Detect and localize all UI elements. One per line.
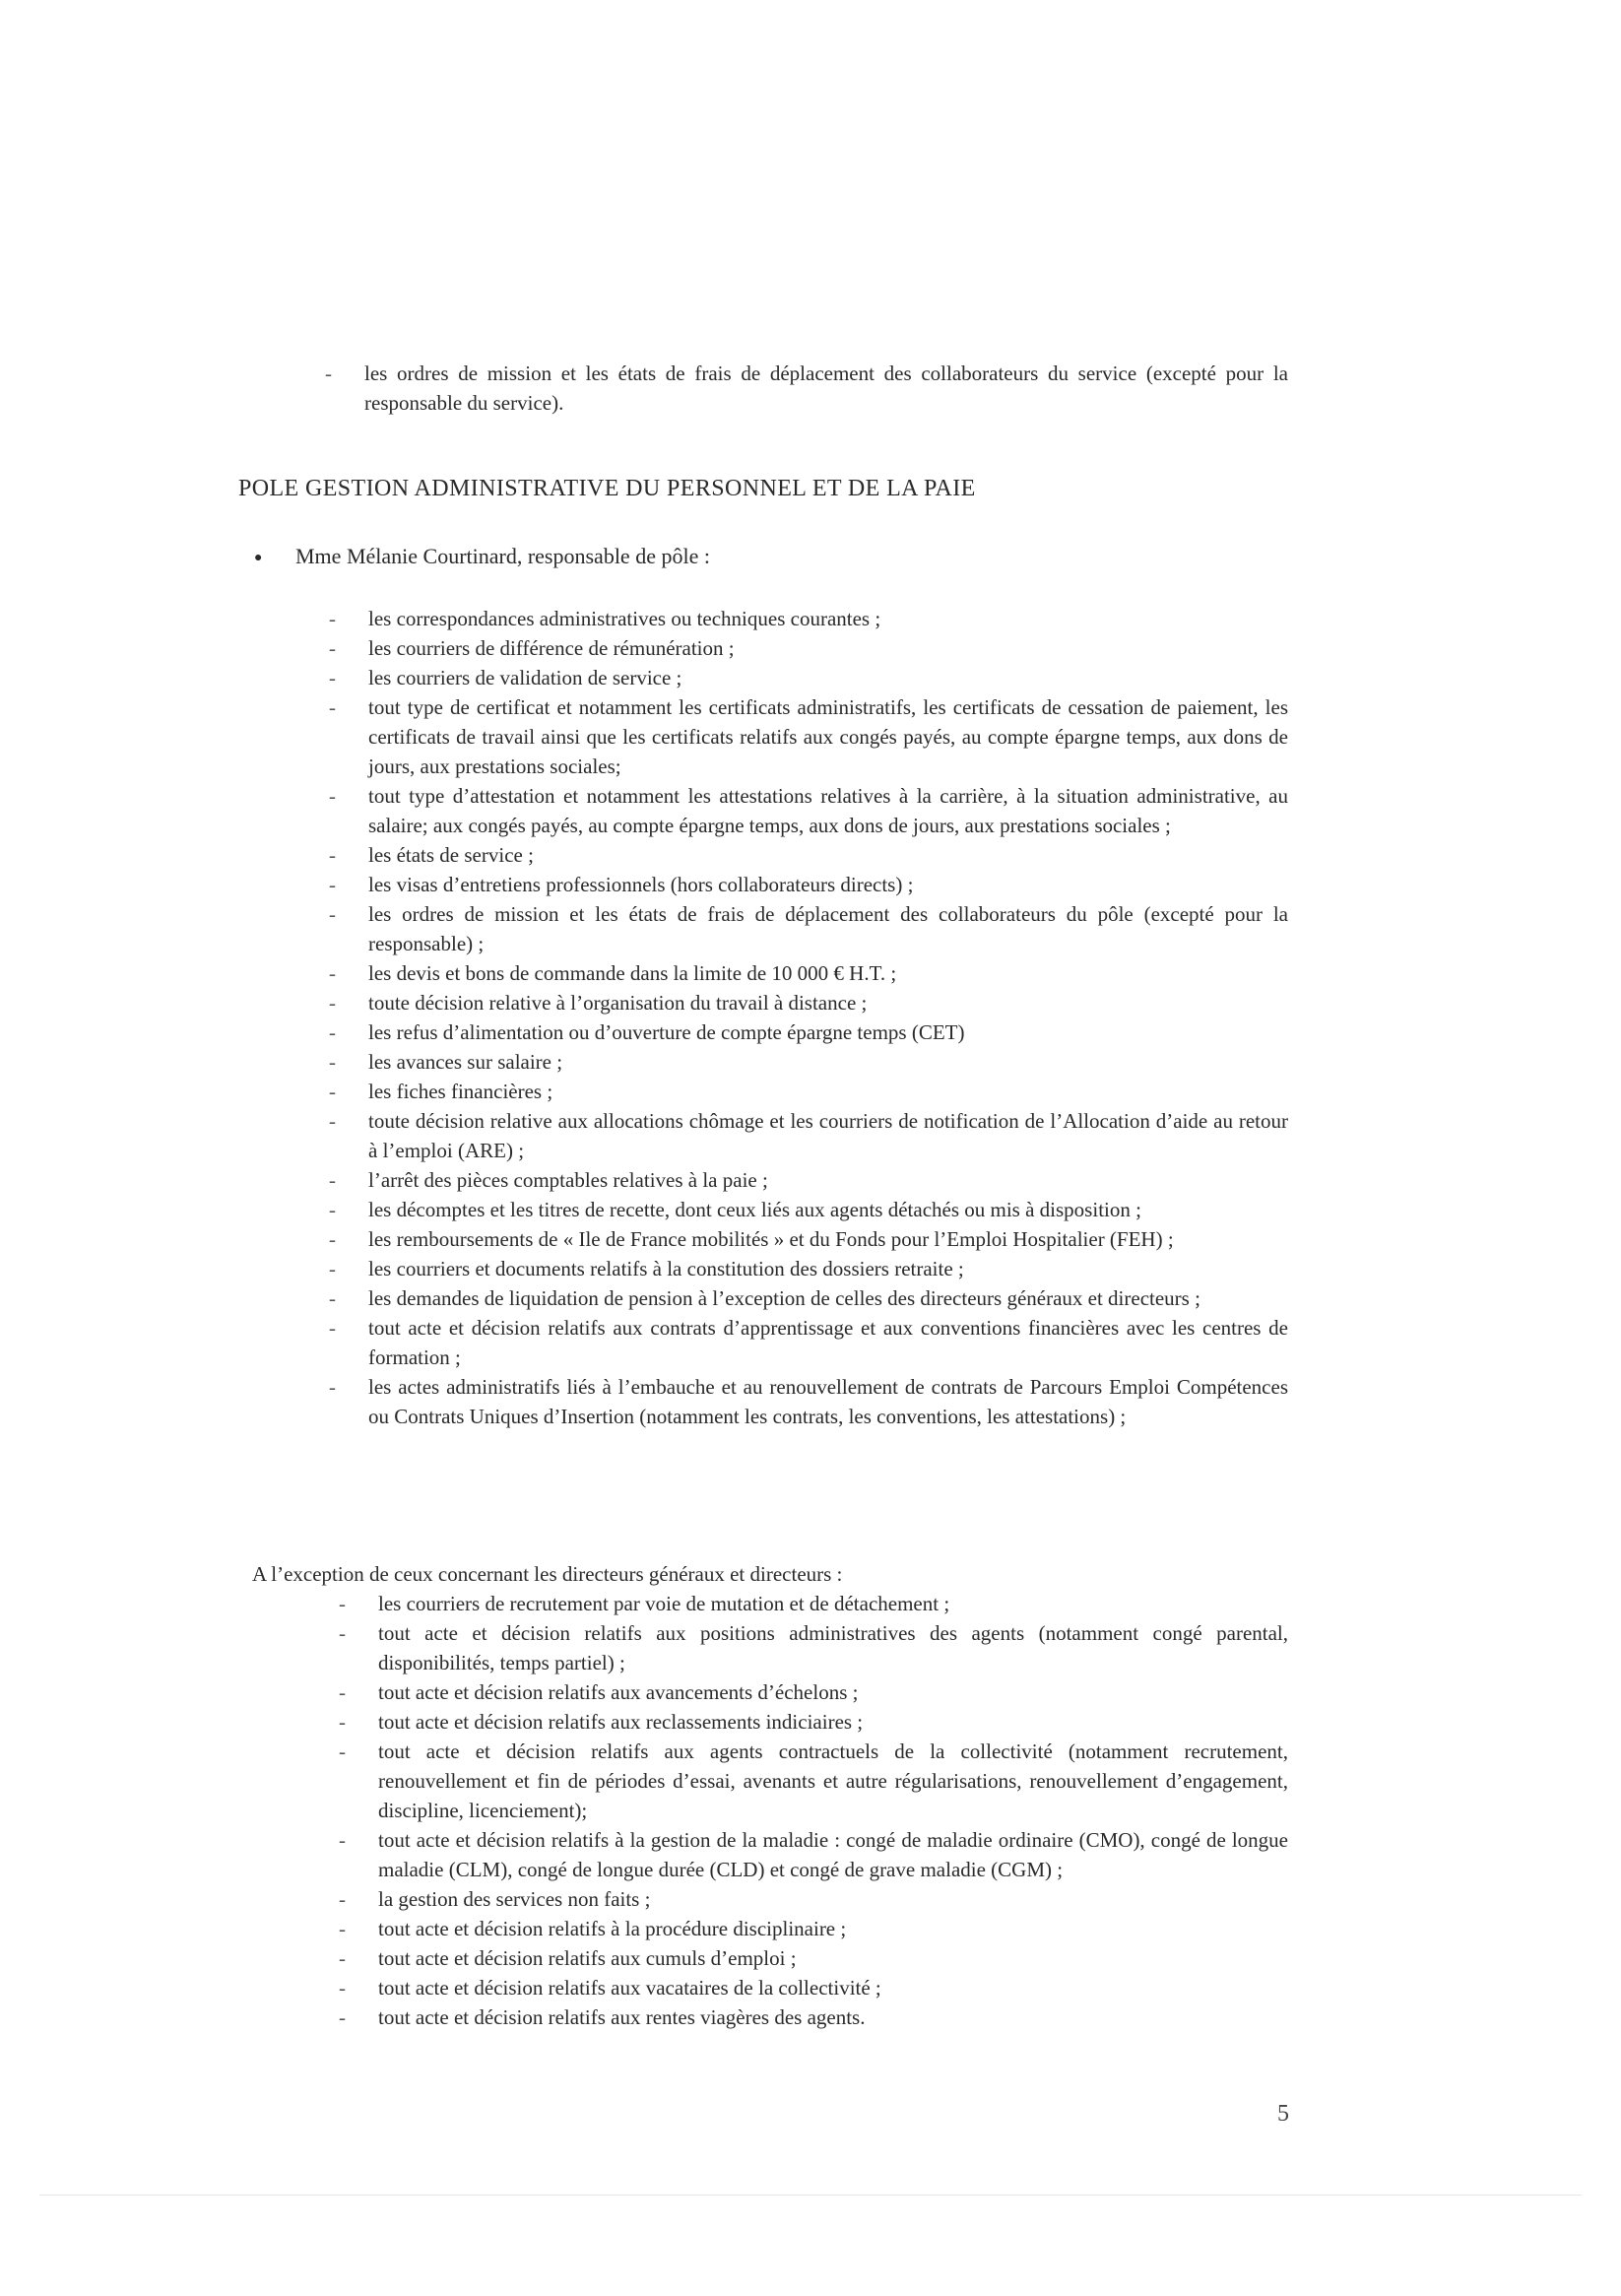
list-item: - les courriers de recrutement par voie de mutation et de détachement ;	[327, 1589, 1288, 1618]
list-item: - les courriers de validation de service ;	[317, 663, 1288, 692]
list-item: - les courriers de différence de rémunération ;	[317, 633, 1288, 663]
list-item: - l’arrêt des pièces comptables relatives à la paie ;	[317, 1165, 1288, 1195]
list-item: - les devis et bons de commande dans la limite de 10 000 € H.T. ;	[317, 958, 1288, 988]
list-item: - les courriers et documents relatifs à la constitution des dossiers retraite ;	[317, 1254, 1288, 1283]
list-item: - tout type d’attestation et notamment les attestations relatives à la carrière, à la situation administrative, au salaire; aux congés payés, au compte épargne temps, aux dons de jours, aux prestations sociales ;	[317, 781, 1288, 840]
list-item: - la gestion des services non faits ;	[327, 1884, 1288, 1914]
list-item: - tout acte et décision relatifs aux rentes viagères des agents.	[327, 2002, 1288, 2032]
section-title: POLE GESTION ADMINISTRATIVE DU PERSONNEL ET DE LA PAIE	[238, 476, 976, 501]
list-item: - tout acte et décision relatifs aux reclassements indiciaires ;	[327, 1707, 1288, 1737]
list-item: - tout acte et décision relatifs aux vacataires de la collectivité ;	[327, 1973, 1288, 2002]
list-item: - les refus d’alimentation ou d’ouverture de compte épargne temps (CET)	[317, 1017, 1288, 1047]
list-item: - tout acte et décision relatifs aux agents contractuels de la collectivité (notamment recrutement, renouvellement et fin de périodes d’essai, avenants et autre régularisations, renouvellement d’engagement, discipline, licenciement);	[327, 1737, 1288, 1825]
list-item: - tout acte et décision relatifs à la gestion de la maladie : congé de maladie ordinaire (CMO), congé de longue maladie (CLM), congé de longue durée (CLD) et congé de grave maladie (CGM) ;	[327, 1825, 1288, 1884]
exception-heading: A l’exception de ceux concernant les directeurs généraux et directeurs :	[252, 1562, 843, 1586]
list-item: - toute décision relative à l’organisation du travail à distance ;	[317, 988, 1288, 1017]
list-item: - tout acte et décision relatifs aux contrats d’apprentissage et aux conventions financières avec les centres de formation ;	[317, 1313, 1288, 1372]
list-item: - tout acte et décision relatifs aux avancements d’échelons ;	[327, 1677, 1288, 1707]
bullet-icon: ●	[254, 550, 263, 565]
list-item: - les avances sur salaire ;	[317, 1047, 1288, 1077]
exception-list	[327, 1589, 1288, 2032]
list-item: - les visas d’entretiens professionnels (hors collaborateurs directs) ;	[317, 870, 1288, 899]
list-item: - tout acte et décision relatifs aux positions administratives des agents (notamment congé parental, disponibilités, temps partiel) ;	[327, 1618, 1288, 1677]
list-item: - tout type de certificat et notamment les certificats administratifs, les certificats de cessation de paiement, les certificats de travail ainsi que les certificats relatifs aux congés payés, au compte épargne temps, aux dons de jours, aux prestations sociales;	[317, 692, 1288, 781]
list-item: - les demandes de liquidation de pension à l’exception de celles des directeurs généraux et directeurs ;	[317, 1283, 1288, 1313]
list-item: - les ordres de mission et les états de frais de déplacement des collaborateurs du service (excepté pour la responsable du service).	[313, 359, 1288, 418]
page-number: 5	[1277, 2101, 1289, 2127]
list-item: - les fiches financières ;	[317, 1077, 1288, 1106]
list-item: - les ordres de mission et les états de frais de déplacement des collaborateurs du pôle (excepté pour la responsable) ;	[317, 899, 1288, 958]
person-label: Mme Mélanie Courtinard, responsable de pôle :	[295, 544, 710, 568]
list-item: - les remboursements de « Ile de France mobilités » et du Fonds pour l’Emploi Hospitalier (FEH) ;	[317, 1224, 1288, 1254]
bottom-divider	[39, 2195, 1582, 2196]
list-item: - les états de service ;	[317, 840, 1288, 870]
list-item: - les correspondances administratives ou techniques courantes ;	[317, 604, 1288, 633]
list-item: - les décomptes et les titres de recette, dont ceux liés aux agents détachés ou mis à disposition ;	[317, 1195, 1288, 1224]
list-item: - les actes administratifs liés à l’embauche et au renouvellement de contrats de Parcours Emploi Compétences ou Contrats Uniques d’Insertion (notamment les contrats, les conventions, les attestations) ;	[317, 1372, 1288, 1431]
list-item: - tout acte et décision relatifs à la procédure disciplinaire ;	[327, 1914, 1288, 1943]
list-item: - toute décision relative aux allocations chômage et les courriers de notification de l’Allocation d’aide au retour à l’emploi (ARE) ;	[317, 1106, 1288, 1165]
intro-list	[313, 359, 1288, 418]
list-item: - tout acte et décision relatifs aux cumuls d’emploi ;	[327, 1943, 1288, 1973]
responsible-person	[254, 542, 710, 573]
delegation-list	[317, 604, 1288, 1431]
